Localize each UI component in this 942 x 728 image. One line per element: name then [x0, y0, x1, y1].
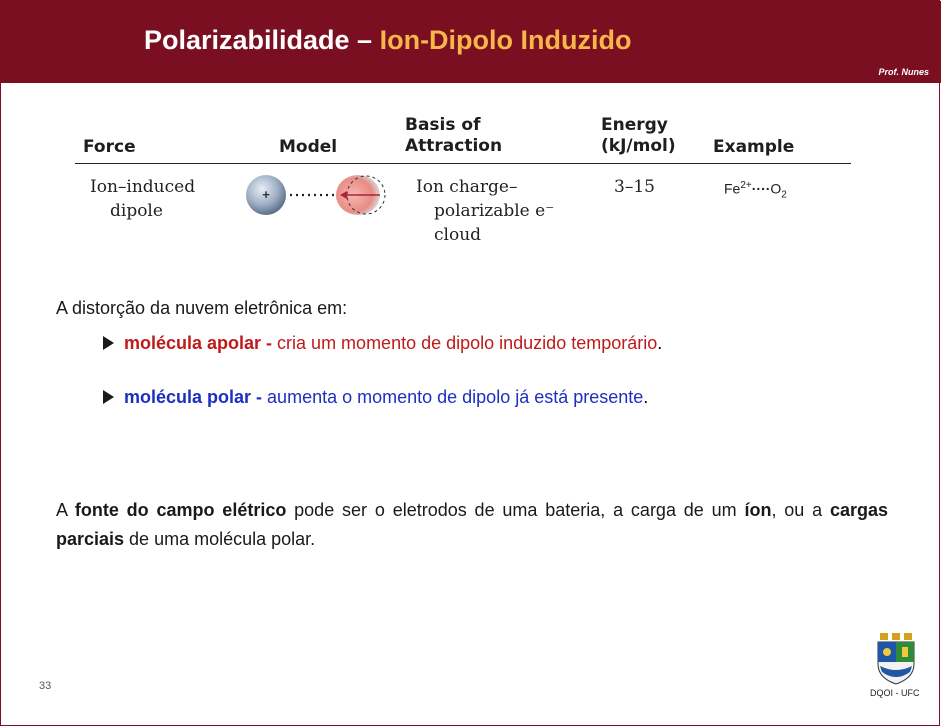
p2-e: , ou a	[771, 500, 830, 520]
col-energy-line2: (kJ/mol)	[601, 136, 676, 156]
intro-text: A distorção da nuvem eletrônica em:	[56, 298, 348, 318]
institution-label: DQOI - UFC	[870, 688, 920, 698]
slide-title	[144, 25, 632, 56]
col-force-header: Force	[83, 137, 136, 157]
p2-field-source: fonte do campo elétrico	[74, 500, 287, 520]
col-energy-header	[601, 115, 676, 157]
force-line2: dipole	[110, 201, 163, 221]
title-highlight: Ion-Dipolo Induzido	[379, 25, 632, 55]
author-label: Prof. Nunes	[878, 67, 929, 77]
col-example-header: Example	[713, 137, 795, 157]
col-basis-line2: Attraction	[405, 136, 503, 156]
col-energy-line1: Energy	[601, 115, 668, 135]
field-source-paragraph	[56, 496, 888, 554]
ion-plus-sign: +	[262, 187, 270, 202]
col-basis-line1: Basis of	[405, 115, 481, 135]
slide-header	[1, 1, 941, 83]
basis-line3: cloud	[434, 225, 482, 245]
ion-induced-dipole-model	[240, 168, 390, 224]
bullet-polar-end: .	[643, 387, 649, 407]
col-basis-header	[405, 115, 502, 157]
p2-a: A	[56, 500, 75, 520]
example-molecule: O	[770, 180, 782, 197]
bullet-apolar-bold: molécula apolar -	[124, 333, 278, 353]
page-number: 33	[39, 680, 52, 692]
col-model-header: Model	[279, 137, 338, 157]
basis-line2: polarizable e⁻	[434, 201, 555, 221]
force-line1: Ion–induced	[90, 177, 196, 197]
arrow-bullet-icon	[103, 336, 114, 350]
bullet-apolar	[103, 332, 662, 354]
p2-ion: íon	[744, 500, 772, 520]
energy-cell: 3–15	[614, 177, 655, 197]
arrow-bullet-icon	[103, 390, 114, 404]
basis-line1: Ion charge–	[416, 177, 518, 197]
p2-partial-charges: cargas parciais	[56, 500, 888, 549]
p2-g: de uma molécula polar.	[124, 529, 316, 549]
bullet-apolar-text: cria um momento de dipolo induzido temporário	[277, 333, 658, 353]
example-dots: ····	[751, 180, 771, 197]
example-molecule-sub: 2	[781, 189, 787, 201]
basis-cell	[416, 175, 554, 247]
bullet-polar-bold: molécula polar -	[124, 387, 268, 407]
title-main: Polarizabilidade –	[144, 25, 380, 55]
bullet-apolar-end: .	[657, 333, 663, 353]
table-rule	[75, 163, 851, 164]
university-crest-logo	[874, 630, 918, 686]
example-ion: Fe	[724, 180, 741, 197]
p2-c: pode ser o eletrodos de uma bateria, a carga de um	[286, 500, 745, 520]
bullet-polar	[103, 386, 648, 408]
bullet-polar-text: aumenta o momento de dipolo já está presente	[267, 387, 644, 407]
force-cell	[90, 175, 195, 223]
example-cell	[724, 180, 787, 200]
example-ion-charge: 2+	[740, 180, 752, 191]
